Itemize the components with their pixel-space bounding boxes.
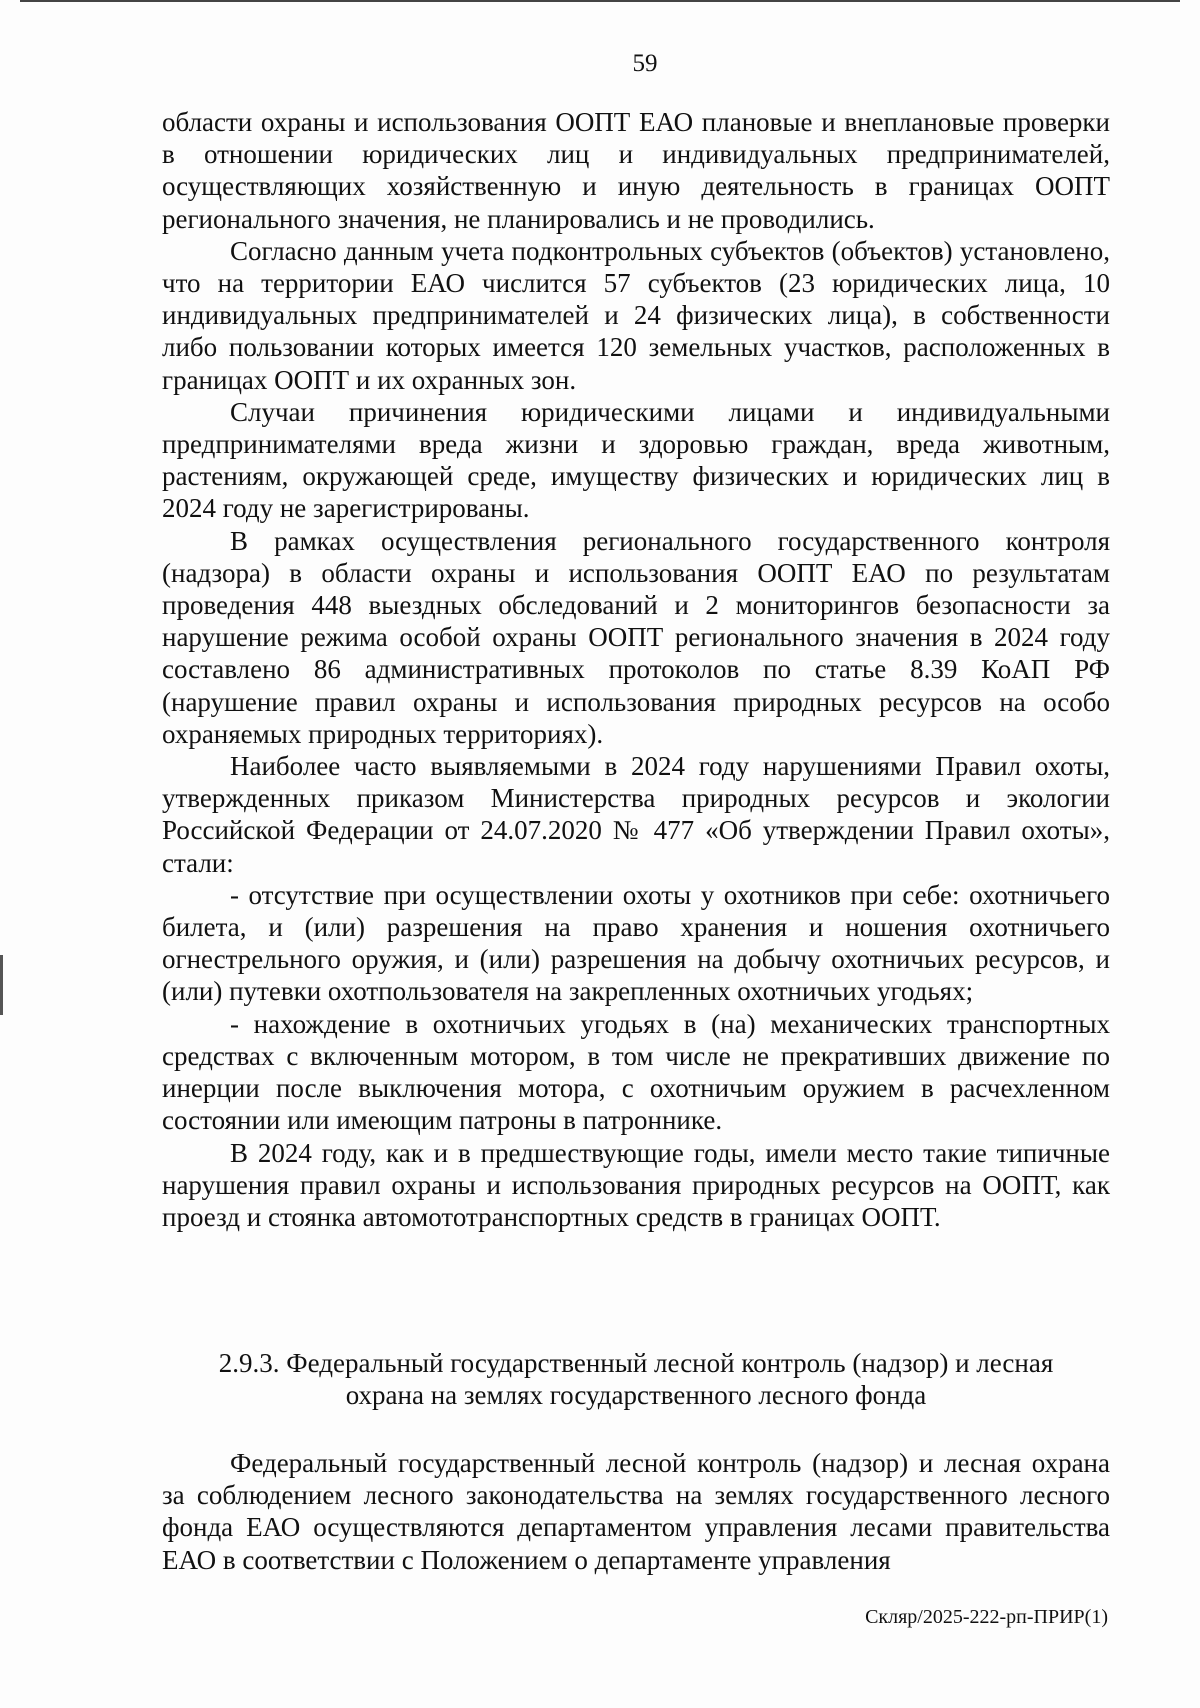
section-heading-line-1: 2.9.3. Федеральный государственный лесной контроль (надзор) и лесная bbox=[218, 1348, 1054, 1378]
section-heading-line-2: охрана на землях государственного лесного фонда bbox=[345, 1380, 927, 1411]
page-number: 59 bbox=[632, 50, 658, 77]
paragraph-forest-control: Федеральный государственный лесной контроль (надзор) и лесная охрана за соблюдением лесного законодательства на землях государственного лесного фонда ЕАО осуществляются департаментом управления лесами правительства ЕАО в соответствии с Положением о департаменте управления bbox=[162, 1448, 1110, 1575]
section-body-text bbox=[162, 1447, 1110, 1576]
paragraph-regional-control: В рамках осуществления регионального государственного контроля (надзора) в области охраны и использования ООПТ ЕАО по результатам проведения 448 выездных обследований и 2 мониторингов безопасности за нарушение режима особой охраны ООПТ регионального значения в 2024 году составлено 86 административных протоколов по статье 8.39 КоАП РФ (нарушение правил охраны и использования природных ресурсов на особо охраняемых природных территориях). bbox=[162, 525, 1110, 749]
paragraph-harm-cases: Случаи причинения юридическими лицами и индивидуальными предпринимателями вреда жизни и здоровью граждан, вреда животным, растениям, окружающей среде, имуществу физических и юридических лиц в 2024 году не зарегистрированы. bbox=[162, 396, 1110, 524]
body-text bbox=[162, 106, 1110, 1233]
paragraph-typical-violations: В 2024 году, как и в предшествующие годы, имели место такие типичные нарушения правил охраны и использования природных ресурсов на ООПТ, как проезд и стоянка автомототранспортных средств в границах ООПТ. bbox=[162, 1137, 1110, 1232]
paragraph-hunting-violations: Наиболее часто выявляемыми в 2024 году нарушениями Правил охоты, утвержденных приказом Министерства природных ресурсов и экологии Российской Федерации от 24.07.2020 № 477 «Об утверждении Правил охоты», стали: bbox=[162, 751, 1110, 878]
paragraph-continuation: области охраны и использования ООПТ ЕАО плановые и внеплановые проверки в отношении юридических лиц и индивидуальных предпринимателей, осуществляющих хозяйственную и иную деятельность в границах ООПТ регионального значения, не планировались и не проводились. bbox=[162, 107, 1110, 234]
document-code: Скляр/2025-222-рп-ПРИР(1) bbox=[865, 1606, 1108, 1628]
list-item-vehicles: - нахождение в охотничьих угодьях в (на) механических транспортных средствах с включенным мотором, в том числе не прекративших движение по инерции после выключения мотора, с охотничьим оружием в расчехленном состоянии или имеющим патроны в патроннике. bbox=[162, 1008, 1110, 1136]
list-item-no-documents: - отсутствие при осуществлении охоты у охотников при себе: охотничьего билета, и (или) разрешения на право хранения и ношения охотничьего огнестрельного оружия, и (или) разрешения на добычу охотничьих ресурсов, и (или) путевки охотпользователя на закрепленных охотничьих угодьях; bbox=[162, 879, 1110, 1007]
top-edge-rule bbox=[20, 0, 1180, 2]
scan-edge-mark bbox=[0, 955, 3, 1015]
section-heading bbox=[162, 1347, 1110, 1411]
paragraph-subjects: Согласно данным учета подконтрольных субъектов (объектов) установлено, что на территории ЕАО числится 57 субъектов (23 юридических лица, 10 индивидуальных предпринимателей и 24 физических лица), в собственности либо пользовании которых имеется 120 земельных участков, расположенных в границах ООПТ и их охранных зон. bbox=[162, 235, 1110, 395]
